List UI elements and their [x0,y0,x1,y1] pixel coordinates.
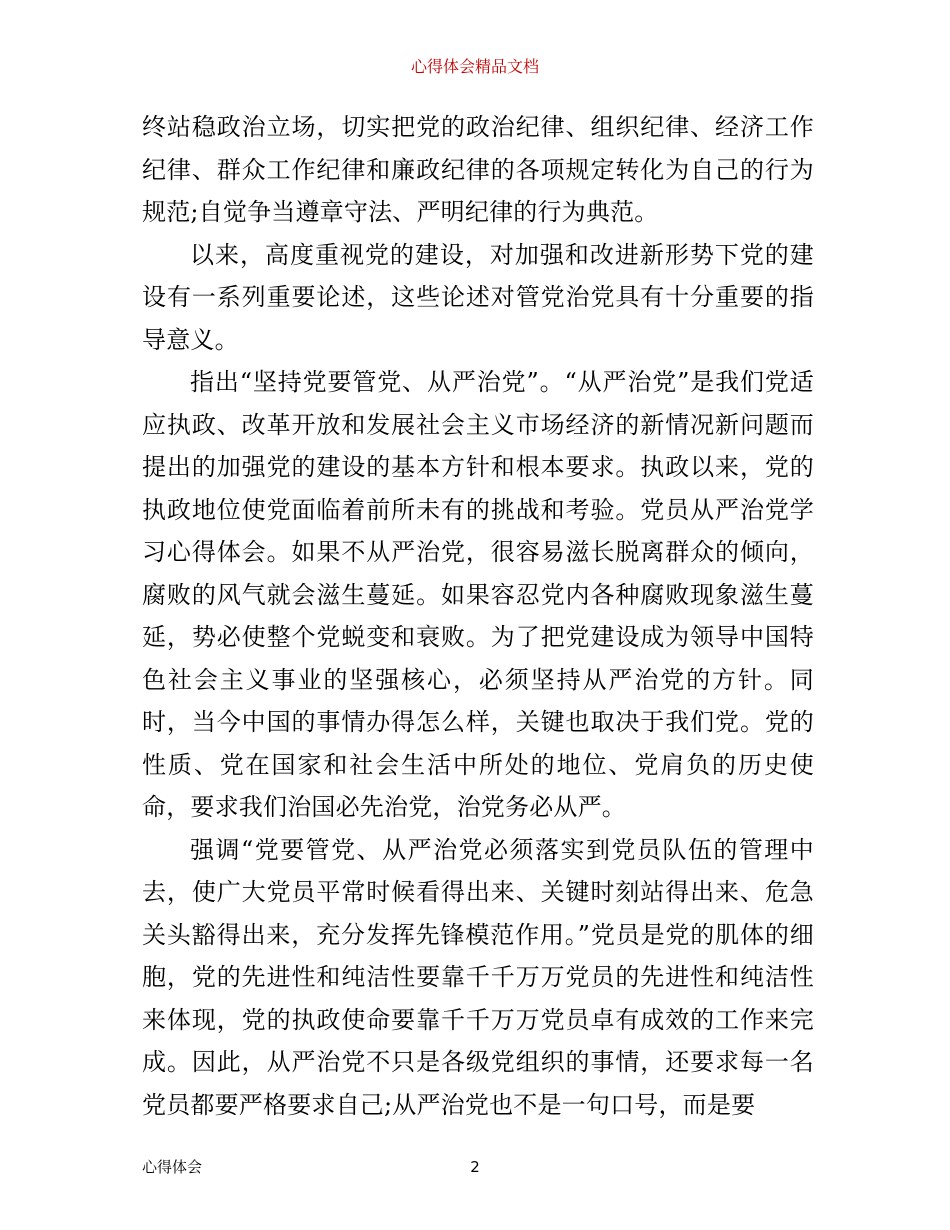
paragraph-1: 终站稳政治立场，切实把党的政治纪律、组织纪律、经济工作纪律、群众工作纪律和廉政纪律的各项规定转化为自己的行为规范;自觉争当遵章守法、严明纪律的行为典范。 [142,113,814,226]
page-number: 2 [470,1158,480,1176]
paragraph-2: 以来，高度重视党的建设，对加强和改进新形势下党的建设有一系列重要论述，这些论述对管党治党具有十分重要的指导意义。 [142,240,814,354]
page-header-title: 心得体会精品文档 [410,57,539,76]
paragraph-4: 强调“党要管党、从严治党必须落实到党员队伍的管理中去，使广大党员平常时候看得出来、关键时刻站得出来、危急关头豁得出来，充分发挥先锋模范作用。”党员是党的肌体的细胞，党的先进性和纯洁性要靠千千万万党员的先进性和纯洁性来体现，党的执政使命要靠千千万万党员卓有成效的工作来完成。因此，从严治党不只是各级党组织的事情，还要求每一名党员都要严格要求自己;从严治党也不是一句口号，而是要 [142,835,814,1119]
paragraph-3: 指出“坚持党要管党、从严治党”。“从严治党”是我们党适应执政、改革开放和发展社会主义市场经济的新情况新问题而提出的加强党的建设的基本方针和根本要求。执政以来，党的执政地位使党面临着前所未有的挑战和考验。党员从严治党学习心得体会。如果不从严治党，很容易滋长脱离群众的倾向，腐败的风气就会滋生蔓延。如果容忍党内各种腐败现象滋生蔓延，势必使整个党蜕变和衰败。为了把党建设成为领导中国特色社会主义事业的坚强核心，必须坚持从严治党的方针。同时，当今中国的事情办得怎么样，关键也取决于我们党。党的性质、党在国家和社会生活中所处的地位、党肩负的历史使命，要求我们治国必先治党，治党务必从严。 [142,368,814,821]
footer-label: 心得体会 [142,1158,203,1176]
document-body [142,106,814,1126]
